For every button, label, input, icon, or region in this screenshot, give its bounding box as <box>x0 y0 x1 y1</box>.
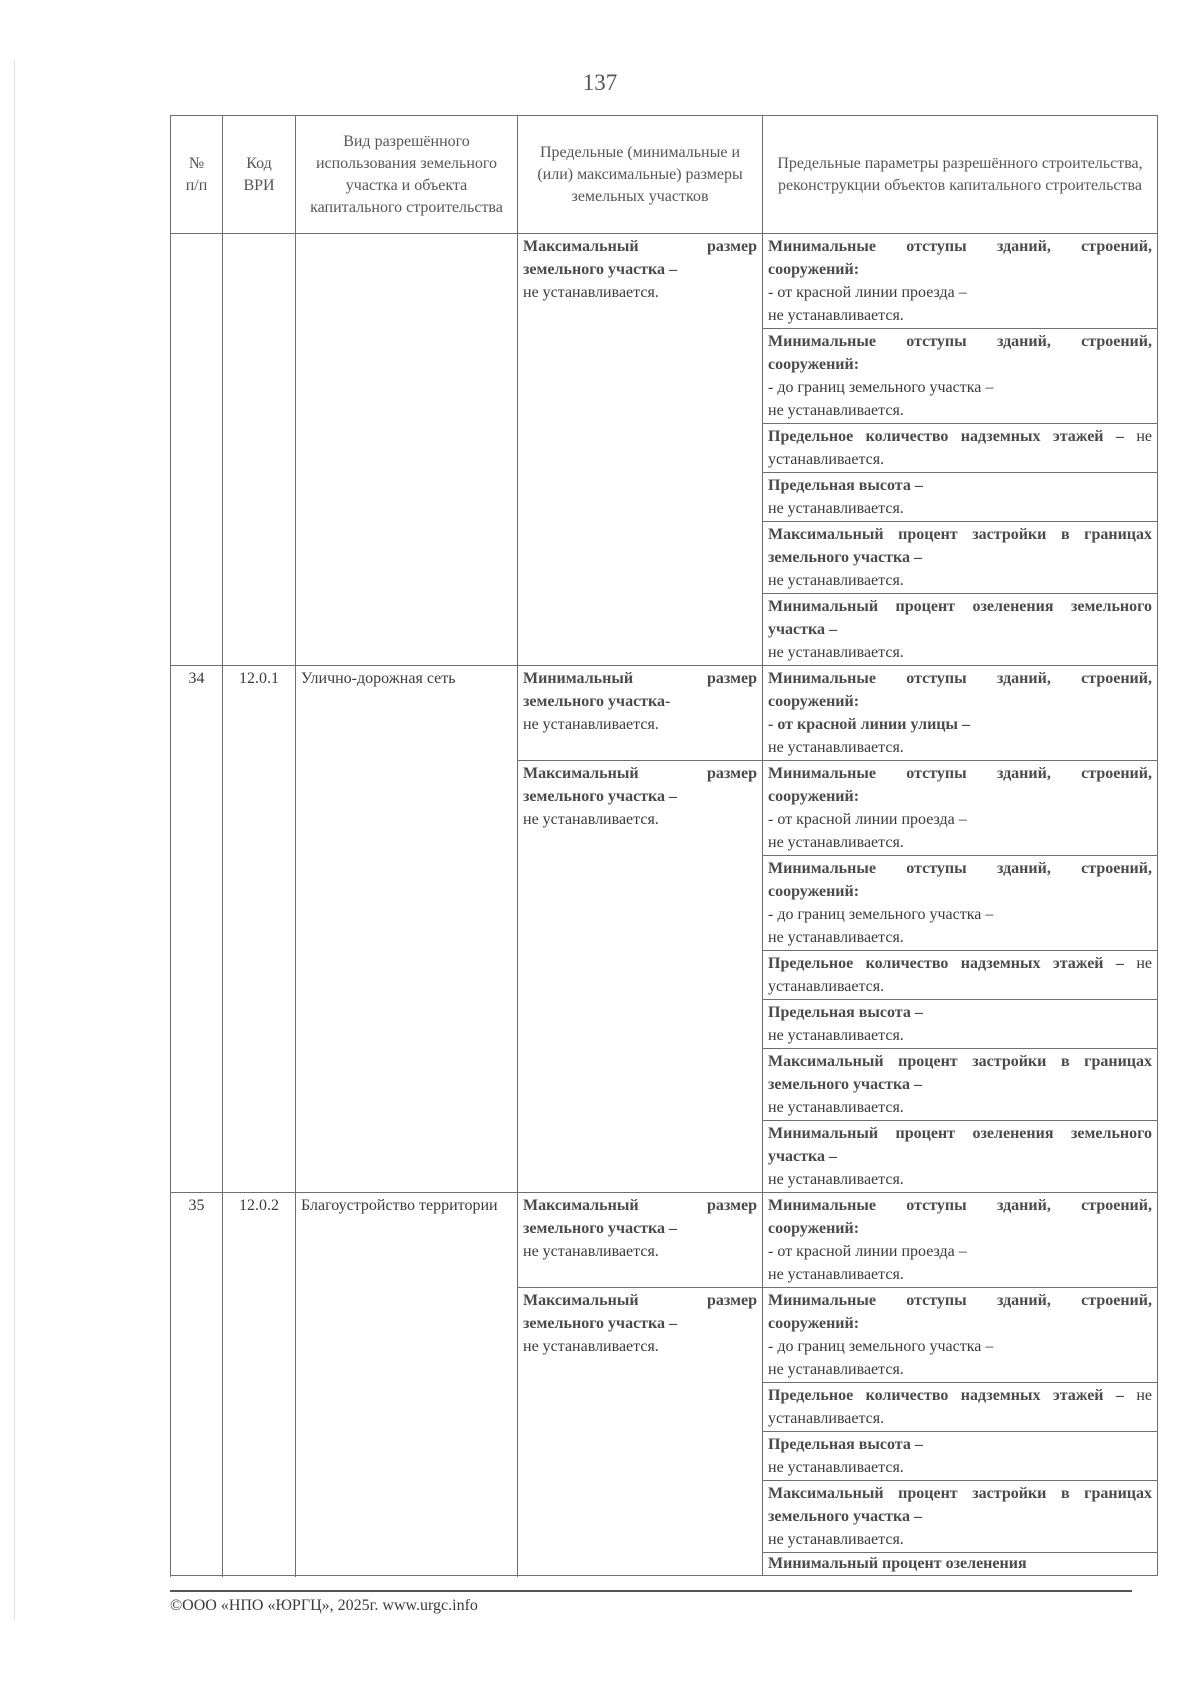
indent-title: Минимальные отступы зданий, строений, сооружений: <box>768 860 1152 900</box>
cell-vri <box>296 234 518 666</box>
page-number: 137 <box>582 70 618 95</box>
not-set-text: не устанавливается. <box>523 1338 659 1355</box>
cell-plot-size <box>518 761 763 1193</box>
green-pct-label: Минимальный процент озеленения <box>768 1555 1027 1572</box>
indent-red-line-street: - от красной линии улицы – <box>768 716 970 733</box>
cell-num: 34 <box>171 666 223 1193</box>
max-size-title: Максимальный размер земельного участка – <box>523 1292 757 1332</box>
green-pct-label: Минимальный процент озеленения земельного участка – <box>768 1125 1152 1165</box>
not-set-text: не устанавливается. <box>523 811 659 828</box>
param-floors <box>763 1383 1158 1432</box>
cell-plot-size <box>518 666 763 761</box>
not-set-text: не устанавливается. <box>768 955 1152 995</box>
param-build-pct <box>763 522 1158 594</box>
max-size-title: Максимальный размер земельного участка – <box>523 765 757 805</box>
green-pct-label: Минимальный процент озеленения земельного участка – <box>768 598 1152 638</box>
build-pct-label: Максимальный процент застройки в границах земельного участка – <box>768 1485 1152 1525</box>
not-set-text: не устанавливается. <box>768 1027 904 1044</box>
param-indent-passage <box>763 234 1158 329</box>
not-set-text: не устанавливается. <box>523 1243 659 1260</box>
param-height <box>763 1000 1158 1049</box>
table-row <box>171 666 1158 761</box>
not-set-text: не устанавливается. <box>768 1459 904 1476</box>
param-indent-borders <box>763 856 1158 951</box>
not-set-text: не устанавливается. <box>523 284 659 301</box>
not-set-text: не устанавливается. <box>768 428 1152 468</box>
param-height <box>763 473 1158 522</box>
header-num: № п/п <box>171 116 223 234</box>
indent-title: Минимальные отступы зданий, строений, сооружений: <box>768 238 1152 278</box>
not-set-text: не устанавливается. <box>768 1099 904 1116</box>
not-set-text: не устанавливается. <box>768 739 904 756</box>
height-label: Предельная высота – <box>768 477 923 494</box>
max-size-title: Максимальный размер земельного участка – <box>523 238 757 278</box>
param-green-pct <box>763 594 1158 666</box>
table-header-row <box>171 116 1158 234</box>
floors-label: Предельное количество надземных этажей – <box>768 1387 1124 1404</box>
not-set-text: не устанавливается. <box>523 716 659 733</box>
min-size-title: Минимальный размер земельного участка- <box>523 670 757 710</box>
not-set-text: не устанавливается. <box>768 307 904 324</box>
max-size-title: Максимальный размер земельного участка – <box>523 1197 757 1237</box>
param-green-pct <box>763 1121 1158 1193</box>
not-set-text: не устанавливается. <box>768 1531 904 1548</box>
footer-copyright: ©ООО «НПО «ЮРГЦ», 2025г. www.urgc.info <box>170 1597 478 1614</box>
param-indent-street <box>763 666 1158 761</box>
param-indent-borders <box>763 329 1158 424</box>
cell-plot-size <box>518 1288 763 1576</box>
param-indent-passage <box>763 761 1158 856</box>
not-set-text: не устанавливается. <box>768 1361 904 1378</box>
scan-edge-mark <box>14 60 15 1620</box>
floors-label: Предельное количество надземных этажей – <box>768 955 1124 972</box>
header-sizes: Предельные (минимальные и (или) максимальные) размеры земельных участков <box>518 116 763 234</box>
param-build-pct <box>763 1481 1158 1553</box>
cell-plot-size <box>518 234 763 666</box>
not-set-text: не устанавливается. <box>768 644 904 661</box>
not-set-text: не устанавливается. <box>768 1387 1152 1427</box>
regulations-table <box>170 115 1158 1576</box>
not-set-text: не устанавливается. <box>768 1171 904 1188</box>
header-vri: Вид разрешённого использования земельного участка и объекта капитального строительства <box>296 116 518 234</box>
build-pct-label: Максимальный процент застройки в границах земельного участка – <box>768 1053 1152 1093</box>
indent-title: Минимальные отступы зданий, строений, сооружений: <box>768 1292 1152 1332</box>
cell-code: 12.0.1 <box>223 666 296 1193</box>
not-set-text: не устанавливается. <box>768 402 904 419</box>
cell-code: 12.0.2 <box>223 1193 296 1576</box>
height-label: Предельная высота – <box>768 1436 923 1453</box>
param-floors <box>763 951 1158 1000</box>
build-pct-label: Максимальный процент застройки в границах земельного участка – <box>768 526 1152 566</box>
indent-borders: - до границ земельного участка – <box>768 1338 994 1355</box>
param-height <box>763 1432 1158 1481</box>
indent-title: Минимальные отступы зданий, строений, сооружений: <box>768 670 1152 710</box>
cell-code <box>223 234 296 666</box>
indent-red-line-passage: - от красной линии проезда – <box>768 1243 967 1260</box>
height-label: Предельная высота – <box>768 1004 923 1021</box>
not-set-text: не устанавливается. <box>768 500 904 517</box>
not-set-text: не устанавливается. <box>768 572 904 589</box>
indent-title: Минимальные отступы зданий, строений, сооружений: <box>768 765 1152 805</box>
param-build-pct <box>763 1049 1158 1121</box>
param-floors <box>763 424 1158 473</box>
param-indent-borders <box>763 1288 1158 1383</box>
indent-title: Минимальные отступы зданий, строений, сооружений: <box>768 333 1152 373</box>
not-set-text: не устанавливается. <box>768 1266 904 1283</box>
indent-borders: - до границ земельного участка – <box>768 906 994 923</box>
indent-red-line-passage: - от красной линии проезда – <box>768 811 967 828</box>
cell-vri: Благоустройство территории <box>296 1193 518 1576</box>
not-set-text: не устанавливается. <box>768 834 904 851</box>
cell-vri: Улично-дорожная сеть <box>296 666 518 1193</box>
header-code: Код ВРИ <box>223 116 296 234</box>
table-row <box>171 1193 1158 1288</box>
cell-num: 35 <box>171 1193 223 1576</box>
footer-divider <box>170 1590 1132 1592</box>
indent-title: Минимальные отступы зданий, строений, сооружений: <box>768 1197 1152 1237</box>
indent-red-line-passage: - от красной линии проезда – <box>768 284 967 301</box>
param-indent-passage <box>763 1193 1158 1288</box>
not-set-text: не устанавливается. <box>768 929 904 946</box>
indent-borders: - до границ земельного участка – <box>768 379 994 396</box>
floors-label: Предельное количество надземных этажей – <box>768 428 1124 445</box>
header-params: Предельные параметры разрешённого строительства, реконструкции объектов капитального строительства <box>763 116 1158 234</box>
param-green-pct-cut <box>763 1553 1158 1576</box>
table-row <box>171 234 1158 329</box>
cell-num <box>171 234 223 666</box>
cell-plot-size <box>518 1193 763 1288</box>
